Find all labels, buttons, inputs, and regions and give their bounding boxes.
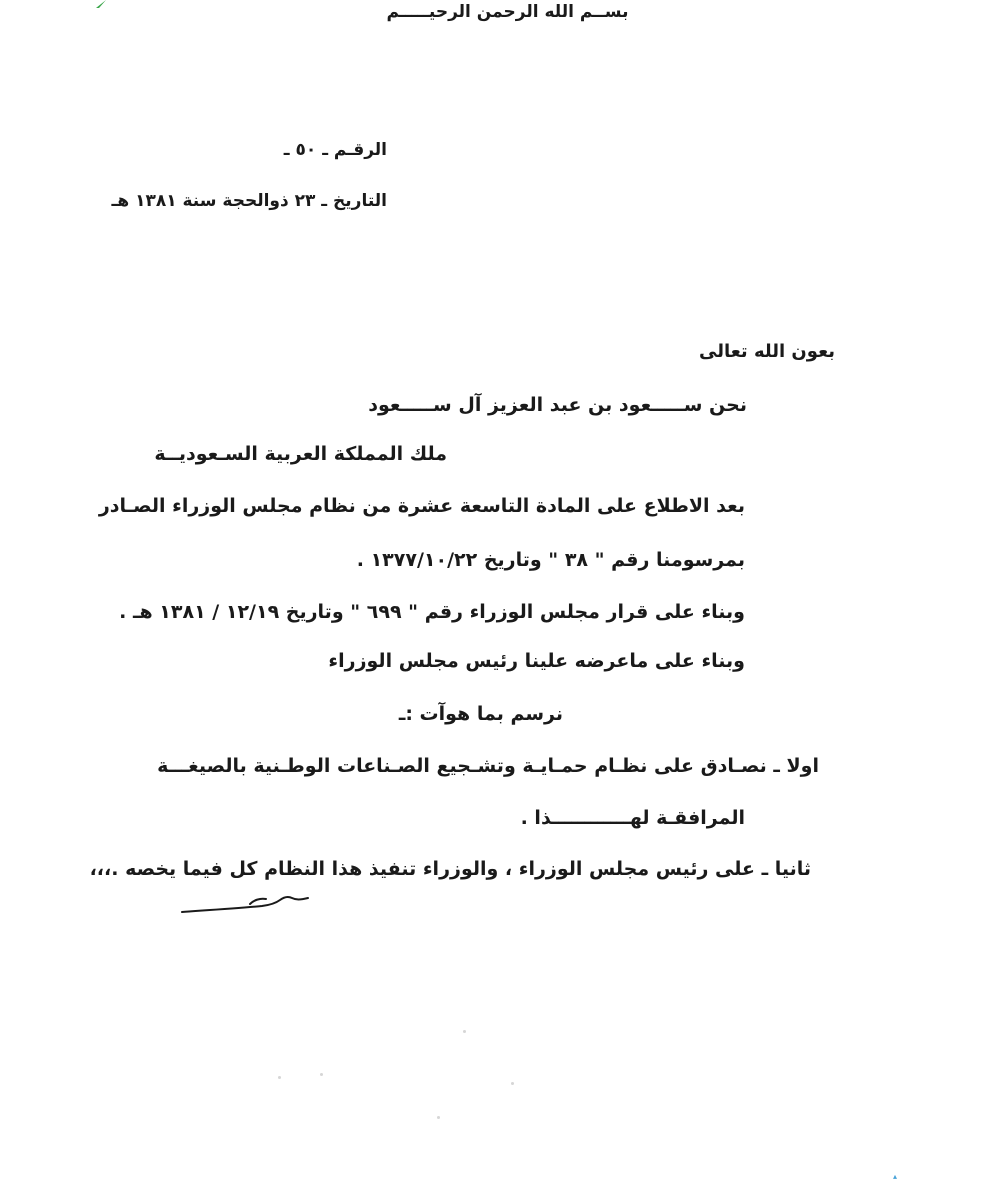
opening-invocation: بعون الله تعالى (699, 341, 835, 362)
preamble-line-1: بعد الاطلاع على المادة التاسعة عشرة من نظام مجلس الوزراء الصـادر (98, 495, 745, 517)
paper-speck (511, 1082, 514, 1085)
decree-heading: نرسم بما هوآت :ـ (398, 703, 563, 725)
article-first-line-1: اولا ـ نصـادق على نظـام حمـايـة وتشـجيع الصـناعات الوطـنية بالصيغـــة (157, 755, 819, 777)
article-first-line-2: المرافقـة لهــــــــــــذا . (520, 807, 745, 829)
paper-speck (463, 1030, 466, 1033)
signature (180, 886, 315, 916)
article-second: ثانيا ـ على رئيس مجلس الوزراء ، والوزراء تنفيذ هذا النظام كل فيما يخصه .،،، (89, 858, 811, 880)
preamble-line-4: وبناء على ماعرضه علينا رئيس مجلس الوزراء (328, 650, 745, 672)
green-corner-mark (96, 0, 106, 8)
basmala: بســم الله الرحمن الرحيـــــم (386, 2, 629, 22)
issuer-title: ملك المملكة العربية السـعوديــة (154, 443, 447, 465)
issuer-name: نحن ســـــعود بن عبد العزيز آل ســـــعود (368, 394, 747, 416)
paper-speck (320, 1073, 323, 1076)
reference-number: الرقـم ـ ٥٠ ـ (283, 140, 387, 160)
preamble-line-3: وبناء على قرار مجلس الوزراء رقم " ٦٩٩ " وتاريخ ١٢/١٩ / ١٣٨١ هـ . (119, 601, 745, 623)
blue-speck: ▴ (893, 1172, 898, 1181)
paper-speck (437, 1116, 440, 1119)
preamble-line-2: بمرسومنا رقم " ٣٨ " وتاريخ ١٣٧٧/١٠/٢٢ . (356, 549, 745, 571)
paper-speck (278, 1076, 281, 1079)
reference-date: التاريخ ـ ٢٣ ذوالحجة سنة ١٣٨١ هـ (111, 191, 387, 211)
